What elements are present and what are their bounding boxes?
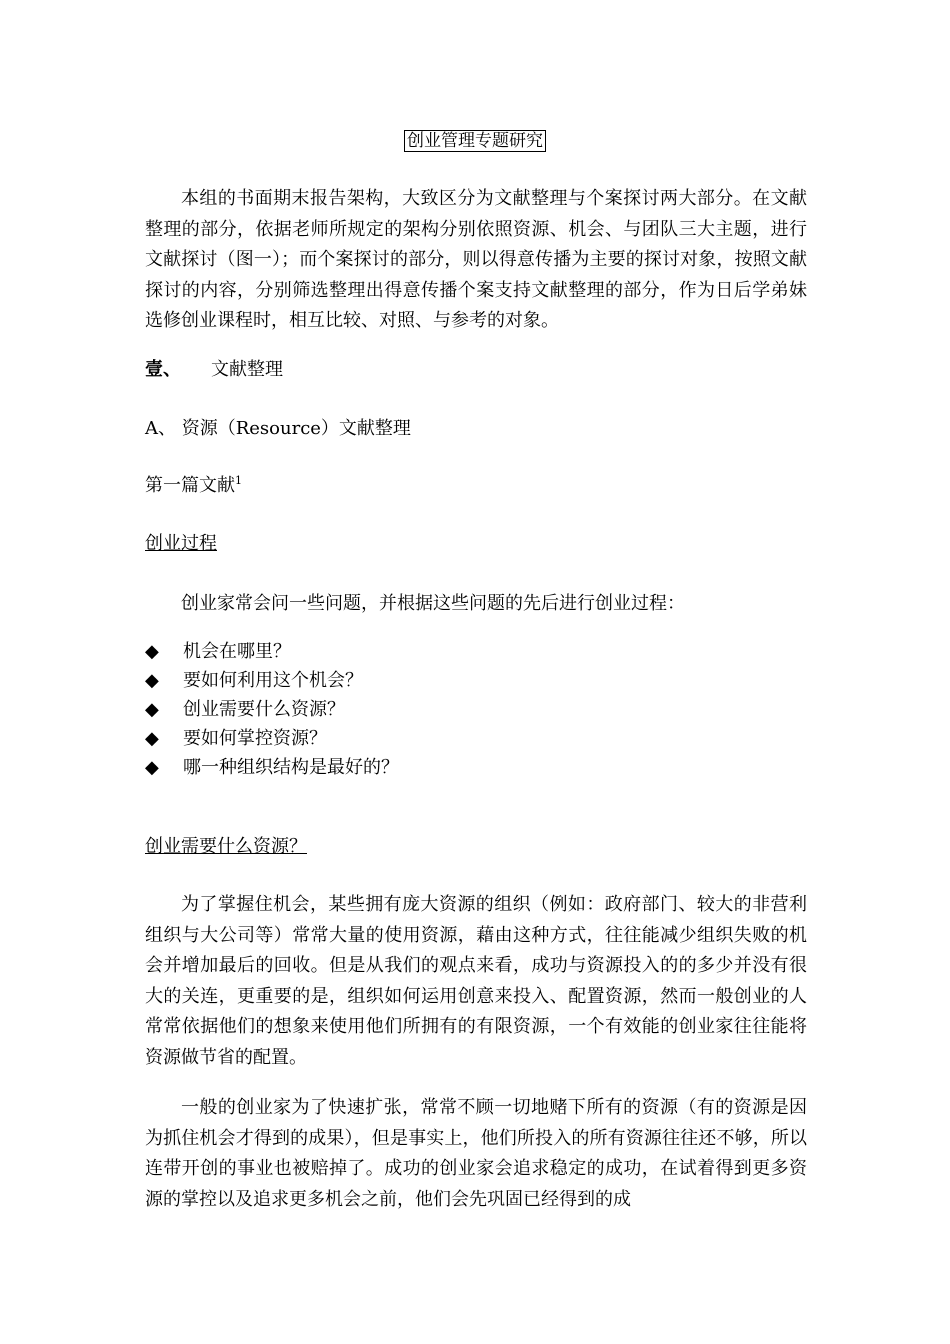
diamond-bullet-icon: ◆ <box>145 670 159 691</box>
diamond-bullet-icon: ◆ <box>145 757 159 778</box>
section-title: 文献整理 <box>211 359 283 380</box>
section-heading-1 <box>145 358 807 382</box>
document-title-text: 创业管理专题研究 <box>404 130 546 152</box>
question-list <box>145 637 807 782</box>
footnote-marker: 1 <box>235 474 242 487</box>
list-item <box>145 753 807 782</box>
diamond-bullet-icon: ◆ <box>145 728 159 749</box>
list-item-text: 机会在哪里？ <box>183 641 291 662</box>
section-number: 壹、 <box>145 359 181 380</box>
document-title <box>0 130 950 152</box>
list-item <box>145 637 807 666</box>
list-item-text: 创业需要什么资源？ <box>183 699 345 720</box>
heading-process-text: 创业过程 <box>145 533 217 554</box>
list-item-text: 哪一种组织结构是最好的？ <box>183 757 399 778</box>
literature-heading <box>145 474 807 498</box>
intro-paragraph-block <box>145 184 807 337</box>
list-item-text: 要如何利用这个机会？ <box>183 670 363 691</box>
list-item <box>145 666 807 695</box>
process-intro-block <box>145 589 807 620</box>
intro-paragraph: 本组的书面期末报告架构，大致区分为文献整理与个案探讨两大部分。在文献整理的部分，依据老师所规定的架构分别依照资源、机会、与团队三大主题，进行文献探讨（图一）；而个案探讨的部分，则以得意传播为主要的探讨对象，按照文献探讨的内容，分别筛选整理出得意传播个案支持文献整理的部分，作为日后学弟妹选修创业课程时，相互比较、对照、与参考的对象。 <box>145 188 807 331</box>
question-list-block <box>145 637 807 782</box>
paragraph-2-block <box>145 890 807 1073</box>
diamond-bullet-icon: ◆ <box>145 699 159 720</box>
diamond-bullet-icon: ◆ <box>145 641 159 662</box>
process-intro: 创业家常会问一些问题，并根据这些问题的先后进行创业过程： <box>181 593 685 614</box>
paragraph-3-block <box>145 1093 807 1215</box>
heading-process <box>145 532 807 556</box>
heading-resources <box>145 835 807 859</box>
subsection-heading-a: A、 资源（Resource）文献整理 <box>145 418 411 439</box>
heading-resources-text: 创业需要什么资源？ <box>145 836 307 857</box>
literature-label: 第一篇文献 <box>145 475 235 496</box>
list-item <box>145 695 807 724</box>
paragraph-2: 为了掌握住机会，某些拥有庞大资源的组织（例如：政府部门、较大的非营利组织与大公司等）常常大量的使用资源，藉由这种方式，往往能减少组织失败的机会并增加最后的回收。但是从我们的观点来看，成功与资源投入的的多少并没有很大的关连，更重要的是，组织如何运用创意来投入、配置资源，然而一般创业的人常常依据他们的想象来使用他们所拥有的有限资源，一个有效能的创业家往往能将资源做节省的配置。 <box>145 894 807 1068</box>
list-item-text: 要如何掌控资源？ <box>183 728 327 749</box>
paragraph-3: 一般的创业家为了快速扩张，常常不顾一切地赌下所有的资源（有的资源是因为抓住机会才得到的成果），但是事实上，他们所投入的所有资源往往还不够，所以连带开创的事业也被赔掉了。成功的创业家会追求稳定的成功，在试着得到更多资源的掌控以及追求更多机会之前，他们会先巩固已经得到的成 <box>145 1097 807 1210</box>
list-item <box>145 724 807 753</box>
